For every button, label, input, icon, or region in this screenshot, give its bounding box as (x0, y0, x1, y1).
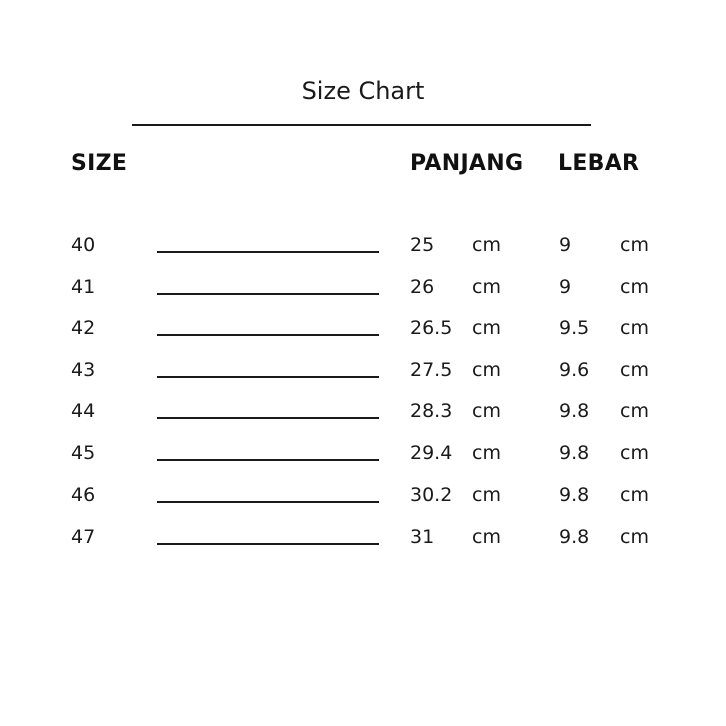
width-value: 9.8 (559, 484, 590, 506)
leader-line (157, 293, 379, 295)
column-header-length: PANJANG (410, 151, 524, 176)
width-value: 9.6 (559, 359, 590, 381)
leader-line (157, 334, 379, 336)
width-value: 9.8 (559, 442, 590, 464)
length-value: 26 (410, 276, 435, 298)
title-divider (132, 124, 591, 126)
length-value: 31 (410, 526, 435, 548)
length-value: 27.5 (410, 359, 453, 381)
table-row (0, 522, 726, 552)
length-value: 29.4 (410, 442, 453, 464)
size-value: 42 (71, 317, 96, 339)
width-unit: cm (620, 359, 649, 381)
size-value: 40 (71, 234, 96, 256)
leader-line (157, 543, 379, 545)
table-row (0, 355, 726, 385)
width-unit: cm (620, 317, 649, 339)
width-unit: cm (620, 234, 649, 256)
size-value: 44 (71, 400, 96, 422)
length-unit: cm (472, 484, 501, 506)
size-value: 43 (71, 359, 96, 381)
table-row (0, 396, 726, 426)
leader-line (157, 376, 379, 378)
width-value: 9 (559, 234, 572, 256)
width-unit: cm (620, 442, 649, 464)
size-value: 41 (71, 276, 96, 298)
width-unit: cm (620, 400, 649, 422)
length-unit: cm (472, 317, 501, 339)
length-value: 26.5 (410, 317, 453, 339)
width-value: 9.8 (559, 400, 590, 422)
width-unit: cm (620, 276, 649, 298)
size-value: 47 (71, 526, 96, 548)
length-value: 25 (410, 234, 435, 256)
column-header-size: SIZE (71, 151, 128, 176)
leader-line (157, 417, 379, 419)
width-unit: cm (620, 484, 649, 506)
table-row (0, 480, 726, 510)
width-value: 9.8 (559, 526, 590, 548)
length-unit: cm (472, 400, 501, 422)
width-value: 9 (559, 276, 572, 298)
table-row (0, 313, 726, 343)
leader-line (157, 251, 379, 253)
length-unit: cm (472, 442, 501, 464)
width-unit: cm (620, 526, 649, 548)
length-value: 30.2 (410, 484, 453, 506)
table-row (0, 230, 726, 260)
length-unit: cm (472, 526, 501, 548)
width-value: 9.5 (559, 317, 590, 339)
size-value: 46 (71, 484, 96, 506)
page-title: Size Chart (301, 77, 425, 105)
length-unit: cm (472, 276, 501, 298)
size-value: 45 (71, 442, 96, 464)
length-value: 28.3 (410, 400, 453, 422)
table-row (0, 438, 726, 468)
leader-line (157, 459, 379, 461)
table-row (0, 272, 726, 302)
length-unit: cm (472, 234, 501, 256)
length-unit: cm (472, 359, 501, 381)
leader-line (157, 501, 379, 503)
column-header-width: LEBAR (558, 151, 640, 176)
